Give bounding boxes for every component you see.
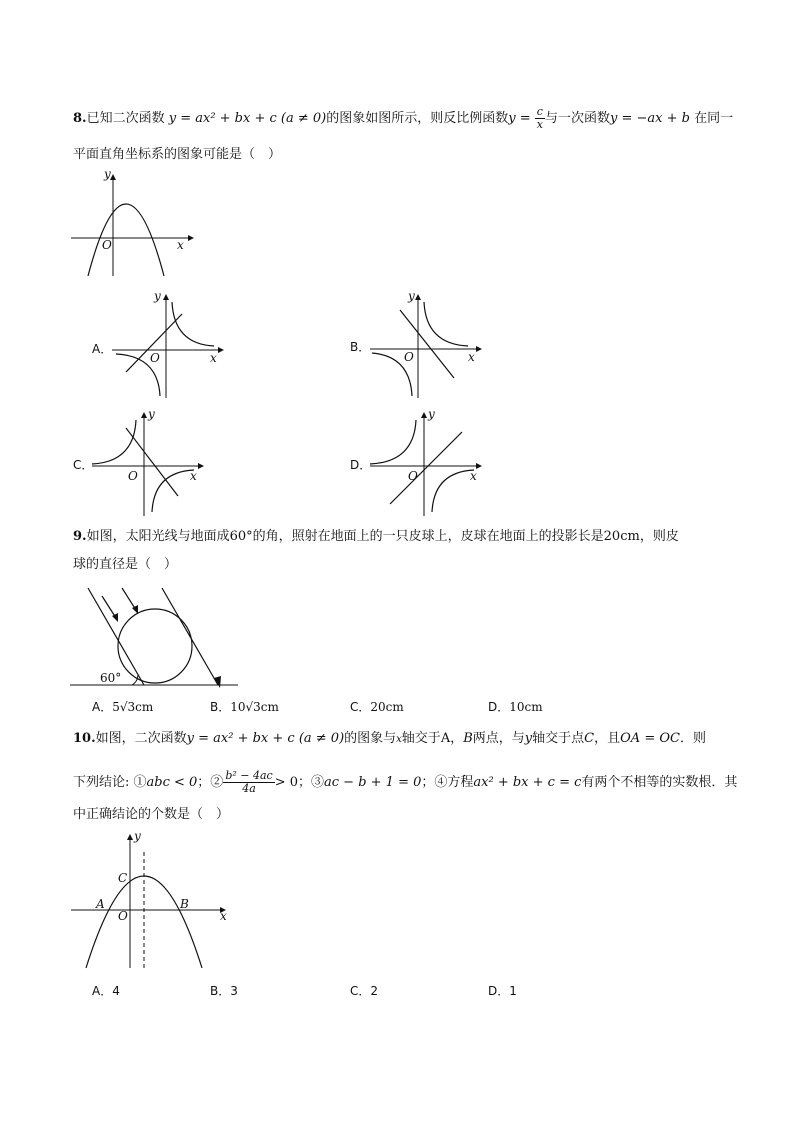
q10-text-g: ．则 <box>679 731 706 746</box>
q8-text-b: 的图象如图所示，则反比例函数 <box>326 111 509 126</box>
q8-a-x-label: x <box>210 351 217 365</box>
q10-label-a: A <box>96 897 105 911</box>
q10-text-f: ，且 <box>594 731 621 746</box>
q8-x-label: x <box>177 238 184 252</box>
q10-text-c: 轴交于 <box>401 731 441 746</box>
q9-length: 20cm <box>603 529 640 544</box>
q8-y-label: y <box>104 167 111 181</box>
q9-option-c[interactable]: C．20cm <box>350 700 404 714</box>
q9-line2: 球的直径是（ ） <box>73 557 178 572</box>
q9-option-d[interactable]: D．10cm <box>488 700 543 714</box>
q8-line1 <box>73 106 733 131</box>
q10-text-e: 轴交于点 <box>532 731 585 746</box>
q10-quadratic-formula: y = ax² + bx + c (a ≠ 0) <box>186 731 345 746</box>
q10-number: 10. <box>73 731 96 746</box>
q10-sep: ， <box>450 731 464 746</box>
q8-a-y-label: y <box>154 289 161 303</box>
q8-option-d-graph <box>368 407 488 520</box>
q10-conclusion-4: ax² + bx + c = c <box>473 775 582 790</box>
q10-point-a: A <box>440 731 451 746</box>
q10-option-d[interactable]: D．1 <box>488 984 517 998</box>
q10-y-symbol: y <box>524 731 533 746</box>
q10-l2-e: 有两个不相等的实数根．其 <box>581 775 738 790</box>
q8-origin-label: O <box>102 238 112 252</box>
q8-option-a-graph <box>110 289 230 402</box>
q9-figure-angle: 60° <box>100 671 122 685</box>
q9-line1 <box>73 528 679 546</box>
q8-b-x-label: x <box>468 350 475 364</box>
q8-d-x-label: x <box>470 469 477 483</box>
q8-line2: 平面直角坐标系的图象可能是（ ） <box>73 147 282 162</box>
q10-l2-a: 下列结论: ① <box>73 775 147 790</box>
q10-option-b[interactable]: B．3 <box>210 984 238 998</box>
q8-b-origin-label: O <box>404 350 414 364</box>
q10-conclusion-2-rel: > 0 <box>274 775 298 790</box>
q10-line1 <box>73 730 706 749</box>
q8-c-y-label: y <box>148 407 155 421</box>
q10-option-c[interactable]: C．2 <box>350 984 379 998</box>
q9-text-b: 的角，照射在地面上的一只皮球上，皮球在地面上的投影长是 <box>252 529 604 544</box>
q10-origin-label: O <box>118 909 128 923</box>
q10-conclusion-2-fraction: $\frac{\text{b² − 4ac}}{4a}$ <box>225 769 273 795</box>
q10-label-b: B <box>180 897 189 911</box>
q10-line2 <box>73 770 737 795</box>
q8-option-b[interactable]: B． <box>350 340 371 354</box>
q9-option-b[interactable]: B．10√3cm <box>210 700 279 714</box>
q8-text-c: 与一次函数 <box>544 111 610 126</box>
q8-text-a: 已知二次函数 <box>86 111 165 126</box>
q10-l2-c: ；③ <box>298 775 325 790</box>
q8-c-origin-label: O <box>128 469 138 483</box>
q10-l2-d: ；④方程 <box>421 775 474 790</box>
q10-point-b: B <box>463 731 473 746</box>
q10-text-d: 两点，与 <box>472 731 525 746</box>
q10-l2-b: ；② <box>197 775 224 790</box>
q8-inverse-fraction: $\frac{c}{x}$ <box>536 105 543 131</box>
q8-c-x-label: x <box>190 469 197 483</box>
q8-linear-formula: y = −ax + b <box>610 111 690 126</box>
q10-option-a[interactable]: A．4 <box>92 984 120 998</box>
q10-label-c: C <box>118 871 128 885</box>
q8-d-y-label: y <box>428 407 435 421</box>
q8-quadratic-formula: y = ax² + bx + c (a ≠ 0) <box>168 111 327 126</box>
q10-text-b: 的图象与 <box>344 731 397 746</box>
q10-conclusion-1: abc < 0 <box>146 775 198 790</box>
q8-d-origin-label: O <box>408 469 418 483</box>
q8-b-y-label: y <box>408 289 415 303</box>
q8-a-origin-label: O <box>150 351 160 365</box>
q8-option-b-graph <box>368 289 488 402</box>
q9-number: 9. <box>73 529 87 544</box>
q8-number: 8. <box>73 111 87 126</box>
q8-text-d: 在同一 <box>694 111 734 126</box>
q10-parabola-figure <box>68 829 238 972</box>
q10-y-label: y <box>134 829 141 843</box>
q9-option-a[interactable]: A．5√3cm <box>92 700 154 714</box>
q8-option-c-graph <box>90 407 210 520</box>
q8-option-c[interactable]: C． <box>73 458 94 472</box>
q8-parabola-figure <box>68 167 198 282</box>
q10-text-a: 如图，二次函数 <box>95 731 187 746</box>
q10-conclusion-3: ac − b + 1 = 0 <box>324 775 422 790</box>
q9-text-c: ，则皮 <box>639 529 679 544</box>
q8-option-a[interactable]: A． <box>92 342 113 356</box>
q9-angle: 60° <box>229 529 253 544</box>
q10-point-c: C <box>584 731 595 746</box>
q8-option-d[interactable]: D． <box>350 458 372 472</box>
q9-text-a: 如图，太阳光线与地面成 <box>86 529 230 544</box>
q10-x-symbol: x <box>396 734 402 745</box>
q9-sun-ball-figure <box>70 582 250 692</box>
q8-inverse-lhs: y = <box>508 111 531 126</box>
q10-x-label: x <box>220 909 227 923</box>
q10-line3: 中正确结论的个数是（ ） <box>73 807 230 822</box>
q10-condition: OA = OC <box>620 731 680 746</box>
